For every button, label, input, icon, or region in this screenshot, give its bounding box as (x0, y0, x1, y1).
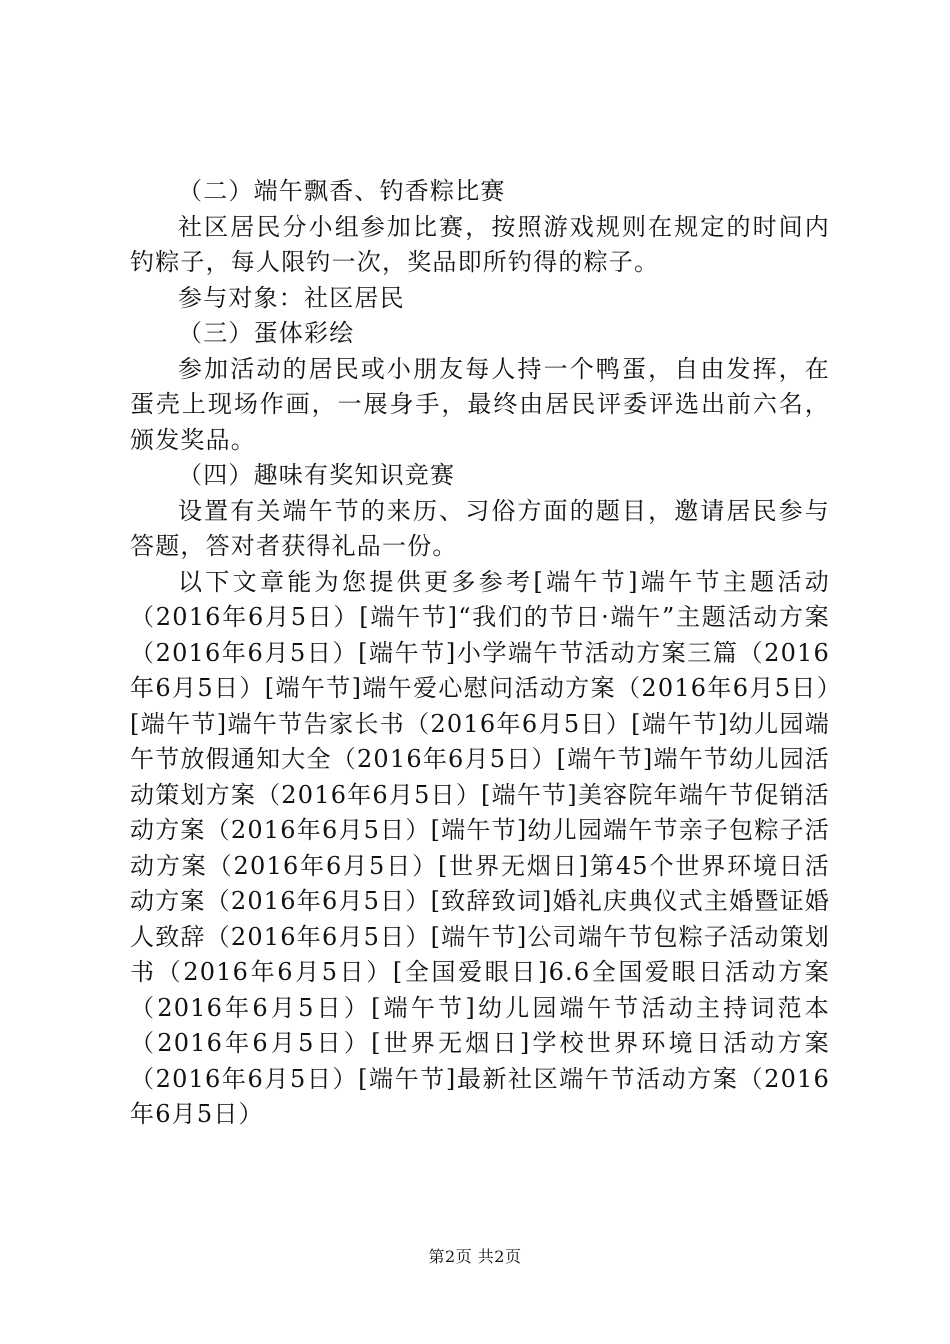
paragraph-quiz: 设置有关端午节的来历、习俗方面的题目，邀请居民参与答题，答对者获得礼品一份。 (130, 496, 830, 560)
section-heading-2: （二）端午飘香、钓香粽比赛 (178, 177, 506, 205)
paragraph-egg-painting: 参加活动的居民或小朋友每人持一个鸭蛋，自由发挥，在蛋壳上现场作画，一展身手，最终由居民评委评选出前六名，颁发奖品。 (130, 354, 830, 454)
paragraph-fishing-zongzi: 社区居民分小组参加比赛，按照游戏规则在规定的时间内钓粽子，每人限钓一次，奖品即所钓得的粽子。 (130, 212, 830, 276)
document-body (130, 174, 830, 1133)
page-footer: 第2页 共2页 (428, 1247, 522, 1266)
section-heading-4: （四）趣味有奖知识竞赛 (178, 461, 456, 489)
paragraph-references: 以下文章能为您提供更多参考[端午节]端午节主题活动（2016年6月5日）[端午节]“我们的节日·端午”主题活动方案（2016年6月5日）[端午节]小学端午节活动方案三篇（2016年6月5日）[端午节]端午爱心慰问活动方案（2016年6月5日）[端午节]端午节告家长书（2016年6月5日）[端午节]幼儿园端午节放假通知大全（2016年6月5日）[端午节]端午节幼儿园活动策划方案（2016年6月5日）[端午节]美容院年端午节促销活动方案（2016年6月5日）[端午节]幼儿园端午节亲子包粽子活动方案（2016年6月5日）[世界无烟日]第45个世界环境日活动方案（2016年6月5日）[致辞致词]婚礼庆典仪式主婚暨证婚人致辞（2016年6月5日）[端午节]公司端午节包粽子活动策划书（2016年6月5日）[全国爱眼日]6.6全国爱眼日活动方案（2016年6月5日）[端午节]幼儿园端午节活动主持词范本（2016年6月5日）[世界无烟日]学校世界环境日活动方案（2016年6月5日）[端午节]最新社区端午节活动方案（2016年6月5日） (130, 567, 830, 1128)
section-heading-3: （三）蛋体彩绘 (178, 319, 355, 347)
paragraph-participants: 参与对象：社区居民 (178, 283, 405, 312)
